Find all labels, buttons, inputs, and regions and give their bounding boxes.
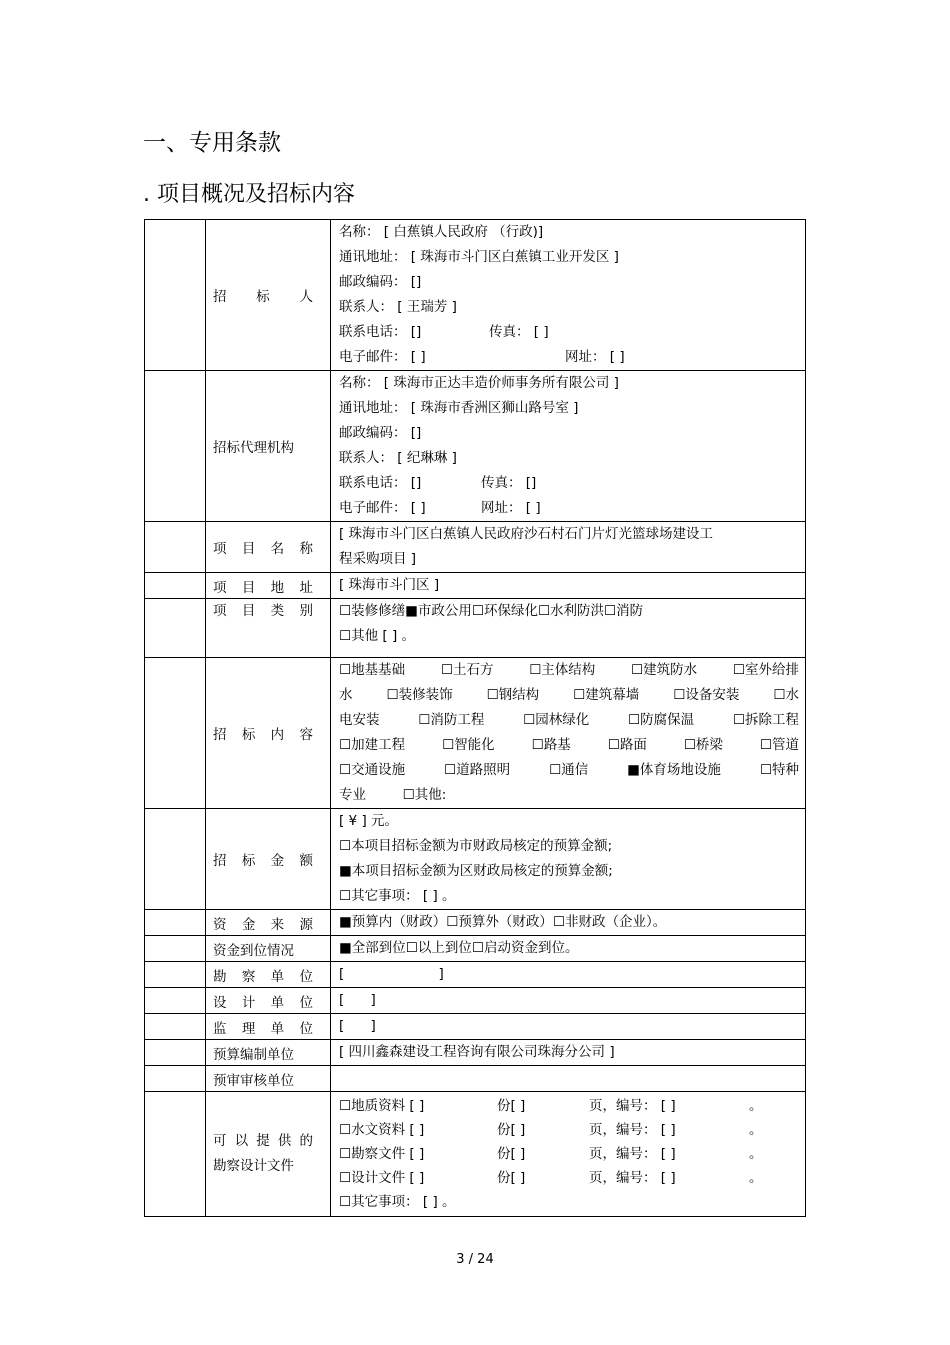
subsection-heading: . 项目概况及招标内容 (143, 182, 355, 207)
project-address-value: [ 珠海市斗门区 ] (331, 573, 806, 599)
table-row (145, 809, 806, 910)
agency-postcode: 邮政编码： [] (339, 425, 422, 441)
tenderer-email: 电子邮件： [ ] (339, 349, 426, 365)
document-item: ☐地质资料 [ ] 份[ ] 页，编号： [ ] 。 (339, 1098, 763, 1114)
supervision-unit-value: [ ] (331, 1014, 806, 1040)
table-row (145, 910, 806, 936)
page-number: 3 / 24 (456, 1252, 494, 1267)
tenderer-details (331, 220, 806, 371)
fund-status-value: ■全部到位☐以上到位☐启动资金到位。 (331, 936, 806, 962)
row-label-tender-content: 招 标 内 容 (206, 658, 331, 809)
document-item-other: ☐其它事项： [ ] 。 (339, 1194, 456, 1210)
table-row (145, 220, 806, 371)
table-row (145, 371, 806, 522)
table-row (145, 936, 806, 962)
row-label-project-name: 项 目 名 称 (206, 522, 331, 573)
project-name-value: [ 珠海市斗门区白蕉镇人民政府沙石村石门片灯光篮球场建设工 程采购项目 ] (331, 522, 806, 573)
section-heading: 一、专用条款 (143, 130, 281, 156)
row-label-agency: 招标代理机构 (206, 371, 331, 522)
tender-content-options (331, 658, 806, 809)
table-row (145, 599, 806, 658)
row-label-project-address: 项 目 地 址 (206, 573, 331, 599)
table-row (145, 1014, 806, 1040)
option-row: 专业 ☐其他: (339, 787, 447, 803)
option-row: ☐加建工程 ☐智能化 ☐路基 ☐路面 ☐桥梁 ☐管道 (339, 737, 799, 753)
row-label-tender-amount: 招 标 金 额 (206, 809, 331, 910)
table-row (145, 573, 806, 599)
tenderer-fax: 传真： [ ] (489, 324, 549, 340)
row-label-project-category: 项 目 类 别 (206, 599, 331, 658)
table-row (145, 522, 806, 573)
row-label-survey-unit: 勘 察 单 位 (206, 962, 331, 988)
survey-unit-value: [ ] (331, 962, 806, 988)
table-row (145, 988, 806, 1014)
tenderer-contact: 联系人： [ 王瑞芳 ] (339, 299, 457, 315)
agency-fax: 传真： [] (481, 475, 537, 491)
tenderer-address: 通讯地址： [ 珠海市斗门区白蕉镇工业开发区 ] (339, 249, 619, 265)
document-item: ☐水文资料 [ ] 份[ ] 页，编号： [ ] 。 (339, 1122, 763, 1138)
table-row (145, 1040, 806, 1066)
row-label-tenderer: 招 标 人 (206, 220, 331, 371)
budget-unit-value: [ 四川鑫森建设工程咨询有限公司珠海分公司 ] (331, 1040, 806, 1066)
document-item: ☐勘察文件 [ ] 份[ ] 页，编号： [ ] 。 (339, 1146, 763, 1162)
table-row (145, 1066, 806, 1092)
agency-website: 网址： [ ] (481, 500, 541, 516)
project-category-value: ☐装修修缮■市政公用☐环保绿化☐水利防洪☐消防 ☐其他 [ ] 。 (331, 599, 806, 658)
row-label-supervision-unit: 监 理 单 位 (206, 1014, 331, 1040)
tenderer-website: 网址： [ ] (565, 349, 625, 365)
table-row (145, 658, 806, 809)
tenderer-postcode: 邮政编码： [] (339, 274, 422, 290)
row-label-budget-unit: 预算编制单位 (206, 1040, 331, 1066)
agency-contact: 联系人： [ 纪琳琳 ] (339, 450, 457, 466)
row-label-fund-source: 资 金 来 源 (206, 910, 331, 936)
tender-amount-value: [ ¥ ] 元。 ☐本项目招标金额为市财政局核定的预算金额; ■本项目招标金额为区财政局核定的预算金额; ☐其它事项： [ ] 。 (331, 809, 806, 910)
row-label-documents: 可 以 提 供 的 勘察设计文件 (206, 1092, 331, 1217)
option-row: 电安装 ☐消防工程 ☐园林绿化 ☐防腐保温 ☐拆除工程 (339, 712, 799, 728)
option-row: ☐地基基础 ☐土石方 ☐主体结构 ☐建筑防水 ☐室外给排 (339, 662, 799, 678)
document-item: ☐设计文件 [ ] 份[ ] 页，编号： [ ] 。 (339, 1170, 763, 1186)
option-row: 水 ☐装修装饰 ☐钢结构 ☐建筑幕墙 ☐设备安装 ☐水 (339, 687, 799, 703)
agency-address: 通讯地址： [ 珠海市香洲区狮山路号室 ] (339, 400, 579, 416)
agency-phone: 联系电话： [] (339, 475, 422, 491)
row-label-design-unit: 设 计 单 位 (206, 988, 331, 1014)
agency-email: 电子邮件： [ ] (339, 500, 426, 516)
row-label-fund-status: 资金到位情况 (206, 936, 331, 962)
documents-list (331, 1092, 806, 1217)
project-overview-table (144, 219, 806, 1217)
design-unit-value: [ ] (331, 988, 806, 1014)
tenderer-phone: 联系电话： [] (339, 324, 422, 340)
fund-source-value: ■预算内（财政）☐预算外（财政）☐非财政（企业）。 (331, 910, 806, 936)
agency-name: 名称： [ 珠海市正达丰造价师事务所有限公司 ] (339, 375, 619, 391)
tenderer-name: 名称： [ 白蕉镇人民政府 （行政)] (339, 224, 544, 240)
table-row (145, 1092, 806, 1217)
agency-details (331, 371, 806, 522)
option-row: ☐交通设施 ☐道路照明 ☐通信 ■体育场地设施 ☐特种 (339, 762, 799, 778)
table-row (145, 962, 806, 988)
row-label-review-unit: 预审审核单位 (206, 1066, 331, 1092)
review-unit-value (331, 1066, 806, 1092)
